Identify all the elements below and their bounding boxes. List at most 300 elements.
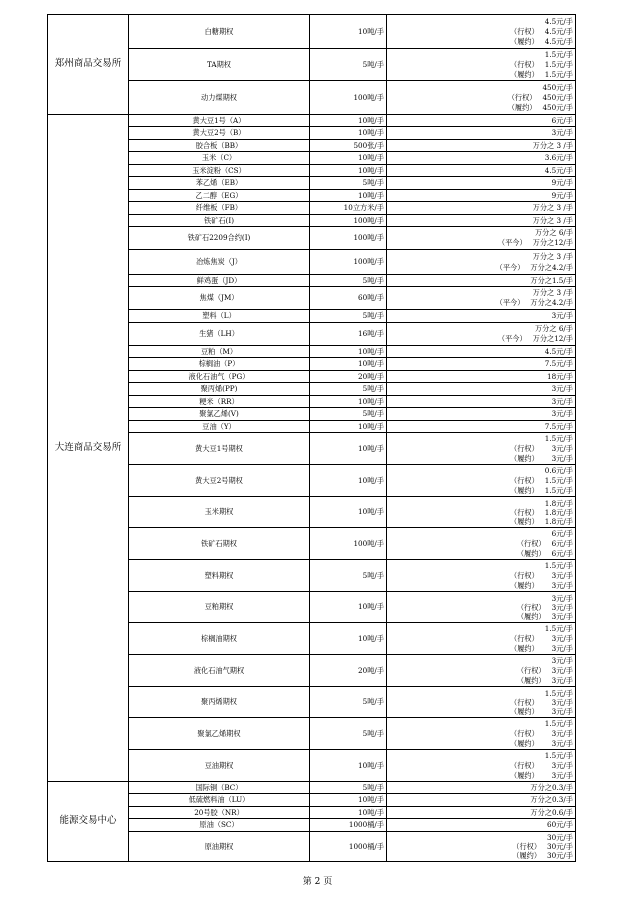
fee-value: 3元/手 (551, 384, 573, 394)
fee-type-label: （平今） (497, 334, 527, 343)
fee-cell (387, 383, 576, 396)
contract-unit: 10吨/手 (310, 592, 387, 623)
product-name: 棕榈油期权 (129, 623, 310, 655)
fee-value: 1.8元/手 (544, 516, 573, 526)
fee-group (389, 288, 573, 308)
fee-values (533, 324, 573, 344)
fee-value: 3元/手 (551, 611, 573, 621)
fee-value: 4.5元/手 (544, 165, 573, 175)
fee-value: 4.5元/手 (544, 16, 573, 26)
fee-type-label: （履约） (510, 706, 539, 716)
product-name: 豆粕（M） (129, 346, 310, 358)
fee-value: 3元/手 (551, 396, 573, 406)
product-name: TA期权 (129, 49, 310, 81)
fee-value: 4.5元/手 (544, 26, 573, 36)
fee-value: 1.5元/手 (544, 688, 573, 698)
fee-value: 1.5元/手 (544, 485, 573, 495)
fee-type-label (389, 83, 536, 93)
contract-unit: 20吨/手 (310, 655, 387, 687)
product-name: 聚丙烯(PP) (129, 383, 310, 396)
page-number: 第 2 页 (302, 877, 333, 887)
contract-unit: 10吨/手 (310, 623, 387, 655)
fee-cell (387, 560, 576, 592)
fee-lines (389, 373, 573, 381)
contract-unit: 1000桶/手 (310, 832, 387, 862)
fee-value: 6元/手 (551, 548, 573, 558)
contract-unit: 1000桶/手 (310, 819, 387, 832)
table-row (48, 115, 576, 127)
fee-type-label: （行权） (510, 728, 539, 738)
fee-value: 6元/手 (551, 528, 573, 538)
fee-lines (389, 192, 573, 200)
fee-labels (389, 561, 545, 591)
fee-labels (389, 83, 542, 113)
contract-unit: 5吨/手 (310, 560, 387, 592)
contract-unit: 16吨/手 (310, 323, 387, 346)
contract-unit: 10吨/手 (310, 465, 387, 497)
product-name: 豆粕期权 (129, 592, 310, 623)
product-name: 液化石油气期权 (129, 655, 310, 687)
fee-cell (387, 497, 576, 528)
fee-cell (387, 215, 576, 227)
fee-labels (389, 324, 533, 344)
fee-type-label: （平今） (495, 298, 525, 307)
fee-group (389, 499, 573, 526)
exchange-name: 郑州商品交易所 (48, 15, 129, 115)
fee-value: 1.5元/手 (544, 475, 573, 485)
fee-value: 1.8元/手 (544, 498, 573, 508)
product-name: 黄大豆2号（B） (129, 127, 310, 140)
contract-unit: 10吨/手 (310, 807, 387, 819)
fee-value: 3元/手 (551, 665, 573, 675)
fee-cell (387, 832, 576, 862)
fee-cell (387, 718, 576, 750)
fee-value: 万分之4.2/手 (530, 263, 573, 272)
fee-cell (387, 323, 576, 346)
fee-values (545, 751, 573, 781)
fee-value: 万分之 6/手 (534, 324, 573, 333)
fee-type-label (389, 466, 539, 476)
fee-type-label: （行权） (510, 59, 539, 69)
fee-cell (387, 794, 576, 807)
fee-group (389, 656, 573, 686)
fee-lines (389, 142, 573, 150)
fee-labels (389, 228, 533, 248)
fee-type-label: （履约） (510, 643, 539, 653)
fee-type-label: （履约） (510, 738, 539, 748)
product-name: 玉米期权 (129, 497, 310, 528)
fee-type-label (389, 228, 527, 238)
fee-labels (389, 689, 545, 716)
fee-type-label (389, 624, 539, 634)
fee-type-label (389, 529, 546, 539)
product-name: 焦煤（JM） (129, 287, 310, 310)
fee-group (389, 17, 573, 47)
fee-value: 1.5元/手 (544, 49, 573, 59)
fee-type-label: （履约） (510, 516, 539, 526)
product-name: 胶合板（BB） (129, 140, 310, 152)
fee-lines (389, 179, 573, 187)
fee-cell (387, 396, 576, 408)
fee-group (389, 228, 573, 248)
contract-unit: 5吨/手 (310, 687, 387, 718)
contract-unit: 10吨/手 (310, 346, 387, 358)
contract-unit: 100吨/手 (310, 81, 387, 115)
exchange-name: 能源交易中心 (48, 782, 129, 862)
fee-type-label: （行权） (510, 570, 539, 580)
fee-values (545, 17, 573, 47)
fee-value: 4.5元/手 (544, 346, 573, 356)
fee-labels (389, 17, 545, 47)
product-name: 聚氯乙烯期权 (129, 718, 310, 750)
product-name: 国际铜（BC） (129, 782, 310, 794)
fee-value: 3元/手 (551, 760, 573, 770)
product-name: 豆油期权 (129, 750, 310, 782)
fee-values (545, 499, 573, 526)
fee-cell (387, 346, 576, 358)
fee-values (545, 624, 573, 654)
contract-unit: 5吨/手 (310, 177, 387, 190)
fee-cell (387, 465, 576, 497)
fee-value: 万分之 3 /手 (532, 288, 573, 297)
contract-unit: 10立方米/手 (310, 202, 387, 215)
fee-values (545, 689, 573, 716)
fee-type-label: （行权） (510, 26, 539, 36)
fee-cell (387, 807, 576, 819)
product-name: 聚丙烯期权 (129, 687, 310, 718)
fee-value: 60元/手 (547, 820, 573, 830)
product-name: 冶炼焦炭（J） (129, 250, 310, 275)
fee-value: 万分之 3 /手 (532, 203, 573, 213)
fee-values (542, 83, 573, 113)
contract-unit: 10吨/手 (310, 433, 387, 465)
fee-value: 3元/手 (551, 443, 573, 453)
fee-group (389, 689, 573, 716)
fee-value: 30元/手 (547, 851, 573, 860)
fee-lines (389, 117, 573, 125)
contract-unit: 5吨/手 (310, 782, 387, 794)
fee-type-label: （行权） (510, 760, 539, 770)
fee-cell (387, 177, 576, 190)
fee-labels (389, 719, 545, 749)
fee-table (47, 14, 576, 862)
fee-type-label: （行权） (512, 842, 542, 851)
contract-unit: 100吨/手 (310, 250, 387, 275)
fee-value: 万分之12/手 (532, 238, 573, 247)
fee-value: 3元/手 (551, 655, 573, 665)
product-name: 纤维板（FB） (129, 202, 310, 215)
fee-cell (387, 655, 576, 687)
fee-value: 7.5元/手 (544, 421, 573, 431)
fee-value: 3元/手 (551, 602, 573, 612)
fee-group (389, 466, 573, 496)
fee-type-label: （履约） (516, 611, 546, 621)
fee-cell (387, 310, 576, 323)
fee-type-label: （履约） (510, 770, 539, 780)
fee-value: 3元/手 (551, 770, 573, 780)
product-name: 20号胶（NR） (129, 807, 310, 819)
fee-lines (389, 348, 573, 356)
contract-unit: 20吨/手 (310, 371, 387, 383)
product-name: 白糖期权 (129, 15, 310, 49)
fee-cell (387, 127, 576, 140)
contract-unit: 5吨/手 (310, 383, 387, 396)
contract-unit: 5吨/手 (310, 49, 387, 81)
fee-value: 3元/手 (551, 738, 573, 748)
fee-values (530, 251, 573, 273)
fee-values (545, 466, 573, 496)
fee-type-label: （平今） (497, 238, 527, 247)
product-name: 低硫燃料油（LU） (129, 794, 310, 807)
fee-value: 1.5元/手 (544, 623, 573, 633)
fee-type-label: （行权） (510, 633, 539, 643)
fee-values (552, 656, 573, 686)
fee-value: 3元/手 (551, 128, 573, 138)
fee-value: 3.6元/手 (544, 153, 573, 163)
fee-value: 3元/手 (551, 675, 573, 685)
product-name: 黄大豆1号期权 (129, 433, 310, 465)
fee-lines (389, 360, 573, 368)
fee-type-label: （行权） (516, 602, 546, 612)
fee-value: 3元/手 (551, 311, 573, 321)
product-name: 生猪（LH） (129, 323, 310, 346)
fee-type-label (389, 561, 539, 571)
fee-labels (389, 466, 545, 496)
fee-type-label: （履约） (510, 36, 539, 46)
contract-unit: 10吨/手 (310, 165, 387, 177)
product-name: 铁矿石期权 (129, 528, 310, 560)
fee-values (533, 228, 573, 248)
fee-lines (389, 398, 573, 406)
fee-cell (387, 782, 576, 794)
fee-type-label: （行权） (510, 507, 539, 517)
fee-value: 万分之 3 /手 (532, 252, 573, 261)
fee-lines (389, 796, 573, 804)
fee-cell (387, 202, 576, 215)
fee-lines (389, 217, 573, 225)
fee-values (552, 594, 573, 621)
fee-cell (387, 750, 576, 782)
contract-unit: 100吨/手 (310, 215, 387, 227)
fee-lines (389, 154, 573, 162)
fee-value: 9元/手 (551, 190, 573, 200)
fee-lines (389, 784, 573, 792)
fee-value: 0.6元/手 (544, 465, 573, 475)
contract-unit: 10吨/手 (310, 421, 387, 433)
fee-value: 3元/手 (551, 697, 573, 707)
fee-values (545, 561, 573, 591)
fee-type-label: （行权） (516, 538, 546, 548)
fee-value: 1.5元/手 (544, 750, 573, 760)
fee-cell (387, 623, 576, 655)
fee-lines (389, 410, 573, 418)
fee-value: 3元/手 (551, 633, 573, 643)
fee-cell (387, 819, 576, 832)
fee-values (547, 833, 573, 860)
table-row (48, 782, 576, 794)
contract-unit: 10吨/手 (310, 497, 387, 528)
fee-value: 1.8元/手 (544, 507, 573, 517)
fee-value: 3元/手 (551, 570, 573, 580)
fee-value: 1.5元/手 (544, 560, 573, 570)
product-name: 鲜鸡蛋（JD） (129, 275, 310, 287)
fee-value: 1.5元/手 (544, 59, 573, 69)
exchange-name: 大连商品交易所 (48, 115, 129, 782)
fee-value: 万分之4.2/手 (530, 298, 573, 307)
fee-value: 3元/手 (551, 580, 573, 590)
fee-lines (389, 167, 573, 175)
fee-cell (387, 358, 576, 371)
fee-type-label (389, 324, 527, 334)
fee-cell (387, 592, 576, 623)
fee-value: 万分之0.3/手 (530, 782, 573, 792)
product-name: 动力煤期权 (129, 81, 310, 115)
product-name: 黄大豆2号期权 (129, 465, 310, 497)
fee-value: 7.5元/手 (544, 359, 573, 369)
fee-cell (387, 190, 576, 202)
fee-labels (389, 529, 552, 559)
fee-type-label: （行权） (507, 92, 537, 102)
fee-value: 万分之0.6/手 (530, 807, 573, 817)
fee-type-label: （履约） (510, 580, 539, 590)
fee-type-label: （行权） (510, 697, 539, 707)
contract-unit: 10吨/手 (310, 127, 387, 140)
fee-value: 3元/手 (551, 453, 573, 463)
product-name: 乙二醇（EG） (129, 190, 310, 202)
fee-labels (389, 499, 545, 526)
fee-values (545, 719, 573, 749)
fee-group (389, 251, 573, 273)
fee-type-label (389, 434, 539, 444)
fee-labels (389, 594, 552, 621)
fee-value: 3元/手 (551, 706, 573, 716)
fee-type-label (389, 833, 541, 842)
fee-labels (389, 288, 530, 308)
fee-value: 1.5元/手 (544, 69, 573, 79)
contract-unit: 10吨/手 (310, 750, 387, 782)
fee-cell (387, 408, 576, 421)
fee-value: 450元/手 (542, 82, 573, 92)
fee-value: 3元/手 (551, 409, 573, 419)
fee-labels (389, 251, 530, 273)
fee-lines (389, 129, 573, 137)
fee-type-label: （履约） (507, 102, 537, 112)
fee-labels (389, 50, 545, 80)
fee-group (389, 833, 573, 860)
fee-cell (387, 275, 576, 287)
fee-type-label: （履约） (510, 453, 539, 463)
contract-unit: 5吨/手 (310, 275, 387, 287)
product-name: 铁矿石2209合约(I) (129, 227, 310, 250)
fee-group (389, 83, 573, 113)
fee-type-label (389, 719, 539, 729)
fee-value: 3元/手 (551, 728, 573, 738)
fee-type-label: （行权） (516, 665, 546, 675)
fee-labels (389, 833, 547, 860)
product-name: 玉米淀粉（CS） (129, 165, 310, 177)
fee-lines (389, 277, 573, 285)
contract-unit: 5吨/手 (310, 310, 387, 323)
fee-value: 万分之 6/手 (534, 228, 573, 237)
fee-cell (387, 152, 576, 165)
fee-lines (389, 809, 573, 817)
fee-type-label: （平今） (495, 263, 525, 272)
fee-values (552, 529, 573, 559)
fee-group (389, 719, 573, 749)
fee-group (389, 434, 573, 464)
contract-unit: 60吨/手 (310, 287, 387, 310)
fee-group (389, 561, 573, 591)
fee-value: 万分之1.5/手 (530, 275, 573, 285)
fee-type-label (389, 689, 539, 698)
fee-cell (387, 81, 576, 115)
product-name: 玉米（C） (129, 152, 310, 165)
fee-value: 18元/手 (547, 371, 573, 381)
fee-value: 4.5元/手 (544, 36, 573, 46)
fee-type-label: （行权） (510, 443, 539, 453)
contract-unit: 10吨/手 (310, 358, 387, 371)
fee-group (389, 324, 573, 344)
fee-value: 3元/手 (551, 593, 573, 603)
fee-labels (389, 624, 545, 654)
fee-type-label (389, 17, 539, 27)
fee-values (545, 50, 573, 80)
product-name: 塑料（L） (129, 310, 310, 323)
fee-type-label (389, 251, 524, 262)
fee-type-label: （行权） (510, 475, 539, 485)
fee-values (530, 288, 573, 308)
fee-lines (389, 385, 573, 393)
fee-cell (387, 49, 576, 81)
product-name: 棕榈油（P） (129, 358, 310, 371)
fee-value: 1.5元/手 (544, 718, 573, 728)
product-name: 塑料期权 (129, 560, 310, 592)
fee-group (389, 529, 573, 559)
fee-value: 9元/手 (551, 178, 573, 188)
contract-unit: 100吨/手 (310, 528, 387, 560)
fee-type-label (389, 288, 524, 298)
fee-type-label: （履约） (512, 851, 542, 860)
fee-group (389, 751, 573, 781)
product-name: 原油期权 (129, 832, 310, 862)
product-name: 黄大豆1号（A） (129, 115, 310, 127)
fee-lines (389, 312, 573, 320)
fee-cell (387, 687, 576, 718)
product-name: 粳米（RR） (129, 396, 310, 408)
fee-group (389, 594, 573, 621)
product-name: 原油（SC） (129, 819, 310, 832)
fee-cell (387, 115, 576, 127)
fee-lines (389, 821, 573, 829)
fee-type-label: （履约） (510, 69, 539, 79)
fee-value: 万分之 3 /手 (532, 215, 573, 225)
product-name: 铁矿石(I) (129, 215, 310, 227)
fee-value: 3元/手 (551, 643, 573, 653)
fee-cell (387, 528, 576, 560)
product-name: 苯乙烯（EB） (129, 177, 310, 190)
fee-cell (387, 433, 576, 465)
fee-value: 6元/手 (551, 538, 573, 548)
fee-cell (387, 250, 576, 275)
fee-values (545, 434, 573, 464)
table-row (48, 15, 576, 49)
contract-unit: 5吨/手 (310, 718, 387, 750)
contract-unit: 10吨/手 (310, 794, 387, 807)
fee-type-label: （履约） (510, 485, 539, 495)
contract-unit: 10吨/手 (310, 152, 387, 165)
contract-unit: 500张/手 (310, 140, 387, 152)
product-name: 聚氯乙烯(V) (129, 408, 310, 421)
